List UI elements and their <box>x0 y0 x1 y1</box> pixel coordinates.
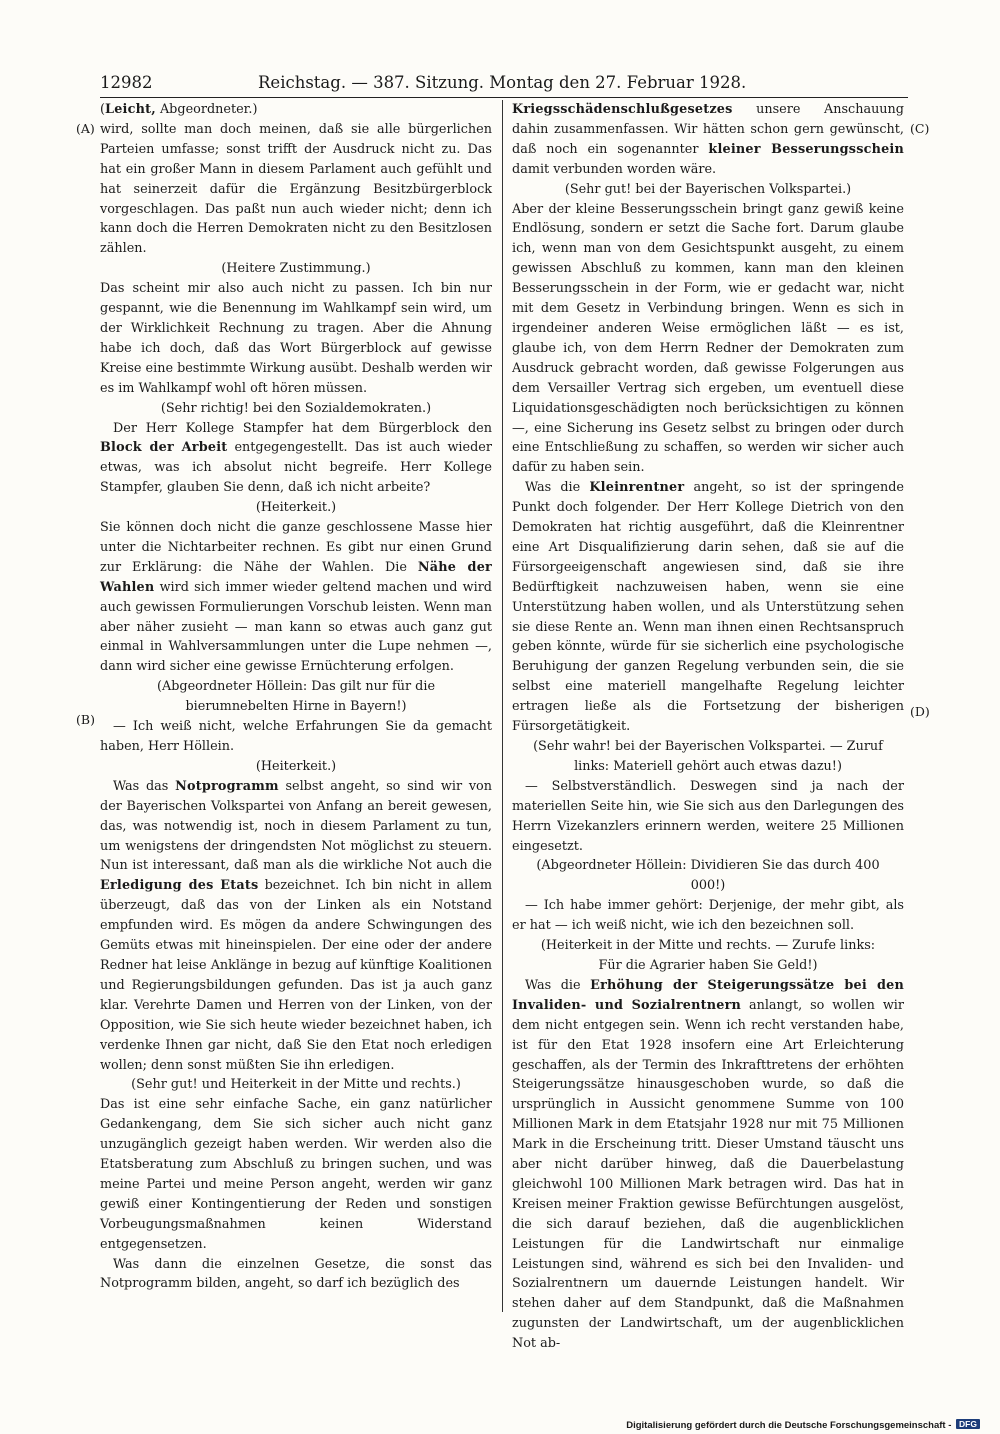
paragraph: Sie können doch nicht die ganze geschlossene Masse hier unter die Nichtarbeiter rechnen. Es gibt nur einen Grund zur Erklärung: die Nähe der Wahlen. Die Nähe der Wahlen wird sich immer wieder geltend machen und wird auch gewissen Formulierungen Vorschub leisten. Wenn man aber näher zusieht — man kann so etwas auch ganz gut einmal in Wahlversammlungen unter die Lupe nehmen —, dann wird sicher eine gewisse Ernüchterung erfolgen. <box>100 520 493 675</box>
right-column <box>512 100 905 1352</box>
paragraph: — Selbstverständlich. Deswegen sind ja nach der materiellen Seite hin, wie Sie sich aus den Darlegungen des Herrn Vizekanzlers erinnern werden, weitere 25 Millionen eingesetzt. <box>512 778 904 854</box>
interjection: (Heitere Zustimmung.) <box>221 261 371 277</box>
speaker-line: (Leicht, Abgeordneter.) <box>100 102 258 117</box>
paragraph: Das ist eine sehr einfache Sache, ein ganz natürlicher Gedankengang, dem Sie sich sicher auch nicht ganz unzugänglich gezeigt haben werden. Wir werden also die Etatsberatung zum Abschluß zu bringen suchen, und was meine Partei und meine Person angeht, werden wir ganz gewiß einer Kontingentierung der Reden und sonstigen Vorbeugungsmaßnahmen keinen Widerstand entgegensetzen. <box>100 1097 492 1252</box>
emphasis: kleiner Besserungsschein <box>708 141 904 157</box>
margin-mark-d: (D) <box>910 704 930 719</box>
paragraph: — Ich habe immer gehört: Derjenige, der mehr gibt, als er hat — ich weiß nicht, wie ich den bezeichnen soll. <box>512 898 904 934</box>
page-number: 12982 <box>100 73 153 92</box>
margin-mark-a: (A) <box>76 121 95 136</box>
emphasis: Notprogramm <box>175 778 279 794</box>
margin-mark-c: (C) <box>910 121 930 136</box>
paragraph: Was das Notprogramm selbst angeht, so sind wir von der Bayerischen Volkspartei von Anfang an bereit gewesen, das, was notwendig ist, noch in diesem Parlament zu tun, um wenigstens der dringendsten Not möglichst zu steuern. Nun ist interessant, daß man als die wirkliche Not auch die Erledigung des Etats bezeichnet. Ich bin nicht in allem überzeugt, daß das von der Linken als ein Notstand empfunden wird. Es mögen da andere Schwingungen des Gemüts etwas mit hineinspielen. Der eine oder der andere Redner hat leise Anklänge in bezug auf künftige Koalitionen und Regierungsbildungen gefunden. Das ist ja auch ganz klar. Verehrte Damen und Herren von der Linken, von der Opposition, wie Sie sich heute wieder bezeichnet haben, ich verdenke Ihnen gar nicht, daß Sie den Etat noch erledigen wollen; denn sonst müßten Sie ihn erledigen. <box>100 778 493 1073</box>
paragraph: Kriegsschädenschlußgesetzes unsere Anschauung dahin zusammenfassen. Wir hätten schon gern gewünscht, daß noch ein sogenannter kleiner Besserungsschein damit verbunden worden wäre. <box>512 102 904 177</box>
header-rule <box>100 97 908 98</box>
margin-mark-b: (B) <box>76 712 95 727</box>
dfg-logo: DFG <box>956 1419 980 1429</box>
running-title: Reichstag. — 387. Sitzung. Montag den 27. Februar 1928. <box>258 73 747 92</box>
emphasis: Block der Arbeit <box>100 440 228 456</box>
interjection: (Abgeordneter Höllein: Das gilt nur für die bierumnebelten Hirne in Bayern!) <box>156 679 436 715</box>
emphasis: Kleinrentner <box>589 480 685 496</box>
paragraph: wird, sollte man doch meinen, daß sie alle bürgerlichen Parteien umfasse; sonst trifft der Ausdruck nicht zu. Das hat ein großer Mann in diesem Parlament auch gefühlt und hat seinerzeit dafür die Ergänzung Besitzbürgerblock vorgeschlagen. Das paßt nun auch wieder nicht; denn ich kann doch die Herren Demokraten nicht zu den Besitzlosen zählen. <box>100 121 492 257</box>
paragraph: — Ich weiß nicht, welche Erfahrungen Sie da gemacht haben, Herr Höllein. <box>100 719 492 754</box>
paragraph: Was dann die einzelnen Gesetze, die sonst das Notprogramm bilden, angeht, so darf ich bezüglich des <box>100 1256 492 1292</box>
interjection: (Heiterkeit.) <box>255 758 337 774</box>
left-column <box>100 100 492 1312</box>
paragraph: Der Herr Kollege Stampfer hat dem Bürgerblock den Block der Arbeit entgegengestellt. Das ist auch wieder etwas, was ich absolut nicht begreife. Herr Kollege Stampfer, glauben Sie denn, daß ich nicht arbeite? <box>100 420 492 496</box>
emphasis: Kriegsschädenschlußgesetzes <box>512 102 733 117</box>
speaker-role: Abgeordneter.) <box>155 102 258 117</box>
interjection: (Sehr gut! bei der Bayerischen Volkspartei.) <box>564 181 852 197</box>
paragraph: Was die Erhöhung der Steigerungssätze bei den Invaliden- und Sozialrentnern anlangt, so wollen wir dem nicht entgegen sein. Wenn ich recht verstanden habe, ist für den Etat 1928 insofern eine Art Erleichterung geschaffen, als der Termin des Inkrafttretens der erhöhten Steigerungssätze hinausgeschoben wurde, so daß die ursprünglich in Aussicht genommene Summe von 100 Millionen Mark in dem Etatsjahr 1928 nur mit 75 Millionen Mark in die Erscheinung tritt. Dieser Umstand täuscht uns aber nicht darüber hinweg, daß die Dauerbelastung gleichwohl 100 Millionen Mark betragen wird. Das hat in Kreisen meiner Fraktion gewisse Befürchtungen ausgelöst, die sich darauf beziehen, daß die augenblicklichen Leistungen für die Landwirtschaft nur einmalige Leistungen sind, während es sich bei den Invaliden- und Sozialrentnern um dauernde Leistungen handelt. Wir stehen daher auf dem Standpunkt, daß die Maßnahmen zugunsten der Landwirtschaft, um der augenblicklichen Not ab- <box>512 977 905 1352</box>
interjection: (Heiterkeit in der Mitte und rechts. — Zurufe links: Für die Agrarier haben Sie Geld!) <box>540 938 876 973</box>
paragraph: Aber der kleine Besserungsschein bringt ganz gewiß keine Endlösung, sondern er setzt die Sache fort. Darum glaube ich, wenn man von dem Gesichtspunkt ausgeht, zu einem gewissen Abschluß zu kommen, kann man den kleinen Besserungsschein in der Form, wie er gedacht war, nicht mit dem Gesetz in Verbindung bringen. Wenn es sich in irgendeiner anderen Weise ermöglichen läßt — es ist, glaube ich, von dem Herrn Redner der Demokraten zum Ausdruck gebracht worden, daß gewisse Folgerungen aus dem Versailler Vertrag sich ergeben, um eventuell diese Liquidationsgeschädigten noch berücksichtigen zu können —, eine Sicherung ins Gesetz selbst zu bringen oder durch eine Entschließung zu schaffen, so werden wir sicher auch dafür zu haben sein. <box>512 201 904 476</box>
emphasis: Erhöhung der Steigerungssätze bei den Invaliden- und Sozialrentnern <box>512 977 905 1013</box>
footer-credit <box>626 1419 980 1431</box>
emphasis: Erledigung des Etats <box>100 878 259 894</box>
paragraph: Was die Kleinrentner angeht, so ist der springende Punkt doch folgender. Der Herr Kollege Dietrich von den Demokraten hat richtig ausgeführt, daß die Kleinrentner eine Art Disqualifizierung darin sehen, daß sie auf die Fürsorgeeigenschaft angewiesen sind, daß sie ihre Bedürftigkeit nachzuweisen haben, wenn sie eine Unterstützung haben wollen, und als Unterstützung sehen sie diese Rente an. Wenn man ihnen einen Rechtsanspruch geben könnte, würde für sie sicherlich eine psychologische Beruhigung der ganzen Regelung verbunden sein, die sie selbst eine materiell mangelhafte Regelung leichter ertragen ließe als die Fortsetzung der bisherigen Fürsorgetätigkeit. <box>512 480 904 735</box>
emphasis: Nähe der Wahlen <box>100 559 492 595</box>
interjection: (Sehr richtig! bei den Sozialdemokraten.) <box>160 400 432 416</box>
running-header <box>100 72 908 96</box>
paragraph: Das scheint mir also auch nicht zu passen. Ich bin nur gespannt, wie die Benennung im Wahlkampf sein wird, um der Wirklichkeit Rechnung zu tragen. Aber die Ahnung habe ich doch, daß das Wort Bürgerblock auf gewisse Kreise eine bestimmte Wirkung ausübt. Deshalb werden wir es im Wahlkampf wohl oft hören müssen. <box>100 281 493 396</box>
interjection: (Sehr gut! und Heiterkeit in der Mitte und rechts.) <box>131 1077 461 1093</box>
interjection: (Sehr wahr! bei der Bayerischen Volkspartei. — Zuruf links: Materiell gehört auch etwas dazu!) <box>533 739 883 774</box>
interjection: (Abgeordneter Höllein: Dividieren Sie das durch 400 000!) <box>536 858 880 894</box>
column-divider <box>502 100 503 1312</box>
footer-text: Digitalisierung gefördert durch die Deutsche Forschungsgemeinschaft - <box>626 1420 952 1431</box>
interjection: (Heiterkeit.) <box>255 500 337 516</box>
speaker-name: Leicht, <box>105 102 156 117</box>
